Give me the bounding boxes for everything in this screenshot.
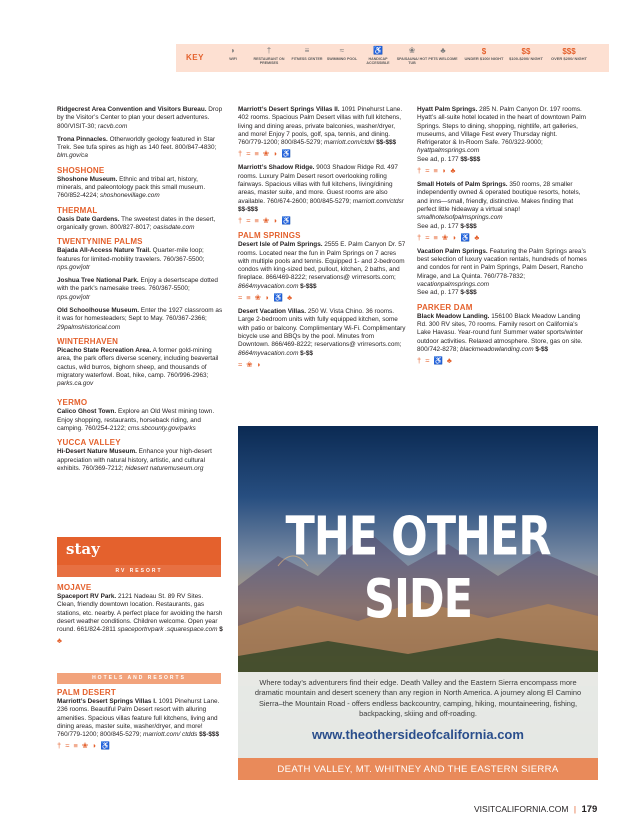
- fitness-icon: ≡: [304, 46, 310, 55]
- amenity-icons: † ≈ ≡ ❀ ◗ ♿: [57, 741, 112, 751]
- amenity-icons: ♣: [57, 636, 63, 646]
- key-item-pets: [425, 46, 461, 61]
- price-label: UNDER $100/ NIGHT: [464, 56, 504, 61]
- listing-ridgecrest: [57, 106, 223, 131]
- key-item-label: WIFI: [229, 57, 237, 61]
- price-symbol: $$$: [562, 47, 576, 56]
- listing-picacho: [57, 347, 223, 388]
- listing-text: 9003 Shadow Ridge Rd. 497 rooms. Luxury Palm Desert resort overlooking rolling fairways. Spacious villas with full kitchens, living/dining areas, master suite, and more. Guest rooms are also available. 760/674-2600; 800/845-5279;: [238, 164, 398, 205]
- hotels-resorts-label: HOTELS AND RESORTS: [92, 675, 186, 681]
- section-heading: MOJAVE: [57, 583, 92, 592]
- listing-hidesert: [57, 448, 223, 473]
- key-item-label: SPA/SAUNA/ HOT TUB: [396, 57, 428, 65]
- listing-text: 285 N. Palm Canyon Dr. 197 rooms. Hyatt’s all-suite hotel located in the heart of downtown Palm Springs. Steps to dining, shopping, nightlife, art galleries, museums, and Village Fest every Thursday night. Refrigerator & In-Room Safe. 760/322-9000;: [417, 106, 586, 147]
- listing-name: Hi-Desert Nature Museum.: [57, 448, 137, 456]
- listing-text: Otherworldly geology featured in Star Trek. See tufa spires as high as 140 feet. 800/847-4830;: [57, 135, 217, 152]
- listing-link[interactable]: smallhotelsofpalmsprings.com: [417, 214, 503, 222]
- stay-banner: [57, 537, 221, 565]
- column-3: [417, 106, 587, 371]
- listing-name: Trona Pinnacles.: [57, 135, 108, 143]
- listing-link[interactable]: vacationpalmsprings.com: [417, 281, 490, 289]
- amenity-icons: † ≈ ♿ ♣: [417, 356, 453, 366]
- price-symbol: $: [481, 47, 487, 56]
- key-item-label: HANDICAP ACCESSIBLE: [366, 57, 390, 65]
- price-tier-3: [549, 46, 589, 62]
- listing-link[interactable]: 8664myvacation.com: [238, 349, 299, 357]
- listing-shoshone: [57, 176, 223, 201]
- amenity-icons: ≈ ❀ ◗: [238, 359, 263, 369]
- listing-link[interactable]: hyattpalmsprings.com: [417, 147, 480, 155]
- column-1-hotels: [57, 688, 223, 756]
- listing-name: Marriott’s Desert Springs Villas I.: [57, 698, 157, 705]
- section-heading: PALM DESERT: [57, 688, 116, 697]
- listing-price: $$-$$$: [458, 155, 481, 163]
- listing-text: Quarter-mile loop; features for limited-mobility travelers. 760/367-5500;: [57, 247, 205, 263]
- listing-text: Enter the 1927 classroom as it was for homesteaders; Sept to May. 760/367-2366;: [57, 307, 223, 323]
- listing-name: Picacho State Recreation Area.: [57, 346, 152, 354]
- ad-url-link[interactable]: www.theothersideofcalifornia.com: [312, 727, 524, 742]
- listing-link[interactable]: 29palmshistorical.com: [57, 323, 121, 331]
- amenity-icons: † ≈ ≡ ❀ ◗ ♿: [238, 216, 293, 226]
- column-2: [238, 106, 406, 375]
- listing-text: 1091 Pinehurst Lane. 402 rooms. Spacious Palm Desert villas with full kitchens, living and dining areas, private balconies, washer/dryer, and more! Enjoy 7 pools, golf, spa, tennis, and dining. 760/779-1200; 800/845-5279;: [238, 106, 403, 147]
- key-item-accessible: [360, 46, 396, 65]
- listing-price: $-$$$: [298, 282, 317, 290]
- section-heading: PALM SPRINGS: [238, 231, 301, 241]
- listing-name: Joshua Tree National Park.: [57, 277, 139, 285]
- column-1: [57, 106, 223, 478]
- listing-link[interactable]: oasisdate.com: [153, 223, 195, 231]
- see-ad-text: See ad, p. 177: [417, 155, 459, 163]
- listing-joshua: [57, 277, 223, 302]
- price-label: $100-$200/ NIGHT: [509, 56, 543, 61]
- page-number: 179: [581, 804, 598, 815]
- listing-name: Ridgecrest Area Convention and Visitors Bureau.: [57, 106, 207, 113]
- rv-resort-label: RV RESORT: [115, 568, 163, 574]
- key-item-wifi: [215, 46, 251, 61]
- key-label: KEY: [186, 53, 204, 62]
- listing-text: Ethnic and tribal art, history, minerals, and paleontology pack this small museum. 760/852-4224;: [57, 175, 206, 200]
- listing-desert-isle: [238, 241, 406, 291]
- key-item-label: SWIMMING POOL: [326, 57, 358, 61]
- listing-text: Enjoy a desertscape dotted with the park’s namesake trees. 760/367-5500;: [57, 277, 218, 293]
- listing-text: 2555 E. Palm Canyon Dr. 57 rooms. Located near the fun in Palm Springs on 7 acres with multiple pools and tennis. Equipped 1- and 2-bedroom condos with king-sized bed, pullout, kitchen, 2 baths, and fireplace. 866/469-8222; reservations@ vrirresorts.com;: [238, 241, 406, 282]
- section-heading: WINTERHAVEN: [57, 336, 119, 346]
- listing-link[interactable]: cms.sbcounty.gov/parks: [127, 425, 196, 433]
- amenity-icons: ≈ ≡ ❀ ◗ ♿ ♣: [238, 293, 293, 303]
- listing-name: Desert Vacation Villas.: [238, 308, 307, 316]
- listing-text: 156100 Black Meadow Landing Rd. 300 RV sites, 70 rooms. Family resort on California’s Lake Havasu. Year-round fun! Summer water sports/winter outdoor activities. Relaxed atmosphere. Store, gas on site. 800/742-8278;: [417, 312, 583, 353]
- key-item-label: PETS WELCOME: [428, 57, 458, 61]
- key-item-label: FITNESS CENTER: [291, 57, 323, 61]
- listing-schoolhouse: [57, 307, 223, 332]
- key-bar: [176, 44, 609, 72]
- listing-text: A former gold-mining area, the park offers diverse scenery, including beavertail cactus, wild burros, bighorn sheep, and thousands of migratory waterfowl. Boat, hike, camp. 760/996-2963;: [57, 346, 219, 379]
- wifi-icon: ◗: [230, 46, 236, 55]
- listing-link[interactable]: blackmeadowlanding.com: [460, 345, 534, 353]
- listing-link[interactable]: nps.gov/jotr: [57, 263, 91, 271]
- listing-vacation-palm-springs: [417, 248, 587, 298]
- listing-text: Drop by the Visitor’s Center to plan your desert adventures. 800/VISIT-30;: [57, 106, 223, 130]
- listing-price: $$-$$$: [374, 139, 397, 147]
- listing-price: $-$$$: [458, 222, 477, 230]
- amenity-icons: † ≈ ≡ ❀ ◗ ♿: [238, 149, 293, 159]
- listing-shadow-ridge: [238, 164, 406, 214]
- ad-copy: Where today’s adventurers find their edge. Death Valley and the Eastern Sierra encompass more dramatic mountain and desert scenery than any region in North America. A journey along El Camino Sierra–the Mountain Road - offers endless backcountry, camping, hiking, mountaineering, fishing, backpacking, skiing and off-roading.: [254, 678, 582, 719]
- section-heading: THERMAL: [57, 205, 98, 215]
- listing-link[interactable]: racvb.com: [97, 122, 128, 130]
- listing-name: Calico Ghost Town.: [57, 408, 117, 416]
- listing-link[interactable]: marriott.com/ ctdds: [143, 731, 198, 739]
- amenity-icons: † ≈ ≡ ◗ ♣: [417, 166, 457, 176]
- listing-price: $-$$: [533, 345, 549, 353]
- amenity-icons: † ≈ ≡ ❀ ◗ ♿ ♣: [417, 232, 481, 242]
- listing-name: Oasis Date Gardens.: [57, 215, 120, 223]
- listing-link[interactable]: hidesert naturemuseum.org: [125, 464, 204, 472]
- ad-footer-text: DEATH VALLEY, MT. WHITNEY AND THE EASTERN SIERRA: [277, 764, 559, 775]
- listing-price: $$-$$$: [197, 731, 220, 739]
- listing-link[interactable]: nps.gov/jotr: [57, 293, 91, 301]
- listing-link[interactable]: marriott.com/ctdvi: [324, 139, 375, 147]
- listing-name: Shoshone Museum.: [57, 175, 118, 183]
- price-tier-1: [464, 46, 504, 62]
- listing-oasis: [57, 216, 223, 233]
- section-heading: PARKER DAM: [417, 302, 473, 312]
- section-heading: SHOSHONE: [57, 165, 105, 175]
- listing-price: $$-$$$: [238, 205, 258, 213]
- price-label: OVER $200/ NIGHT: [550, 56, 587, 61]
- listing-text: Explore an Old West mining town. Enjoy shopping, restaurants, horseback riding, and camping. 760/254-2122;: [57, 408, 215, 433]
- listing-link[interactable]: 8664myvacation.com: [238, 282, 299, 290]
- listing-name: Hyatt Palm Springs.: [417, 106, 478, 113]
- listing-name: Marriott’s Desert Springs Villas II.: [238, 106, 340, 113]
- listing-link[interactable]: spaceportrvpark .squarespace.com: [117, 626, 218, 634]
- spa-icon: ❀: [408, 46, 416, 55]
- listing-black-meadow: [417, 313, 587, 354]
- section-heading: YUCCA VALLEY: [57, 438, 121, 448]
- listing-price: $-$$$: [458, 289, 477, 297]
- pool-icon: ≈: [339, 46, 345, 55]
- listing-name: Old Schoolhouse Museum.: [57, 307, 140, 315]
- listing-small-hotels: [417, 181, 587, 231]
- stay-title: stay: [66, 540, 100, 558]
- listing-text: Featuring the Palm Springs area’s best selection of luxury vacation rentals, hundreds of homes and condos for rent in Palm Springs, Palm Desert, Rancho Mirage, and La Quinta. 760/778-7832;: [417, 247, 587, 280]
- key-item-label: RESTAURANT ON PREMISES: [253, 57, 285, 65]
- listing-name: Spaceport RV Park.: [57, 593, 117, 600]
- key-item-pool: [324, 46, 360, 61]
- listing-price: $: [217, 626, 223, 634]
- listing-text: Enhance your high-desert appreciation with natural history, artistic, and cultural exhibits. 760/369-7212;: [57, 448, 212, 472]
- see-ad-text: See ad, p. 177: [417, 222, 459, 230]
- advertisement[interactable]: [238, 426, 598, 780]
- listing-name: Bajada All-Access Nature Trail.: [57, 247, 151, 255]
- footer-separator: |: [573, 804, 577, 814]
- listing-link[interactable]: parks.ca.gov: [57, 380, 94, 388]
- listing-text: The sweetest dates in the desert, organically grown. 800/827-8017;: [57, 215, 216, 231]
- listing-text: 1091 Pinehurst Lane. 236 rooms. Beautiful Palm Desert resort with alluring amenities. Spacious villas feature full kitchens, living and dining areas, master suite, washer/dryer, and more! 760/779-1200; 800/845-5279;: [57, 698, 220, 739]
- section-heading: TWENTYNINE PALMS: [57, 237, 143, 247]
- listing-text: 250 W. Vista Chino. 36 rooms. Large 2-bedroom units with fully equipped kitchen, some with patio or balcony. Complimentary Wi-Fi. Complimentary bicycle use and BBQs by the pool. Minutes from Downtown. 866/469-8222; reservations@ vrirresorts.com;: [238, 308, 406, 349]
- listing-text: 350 rooms, 28 smaller independently owned & operated boutique resorts, hotels, and inns—small, friendly, distinctive. Makes finding that perfect little hideaway a virtual snap!: [417, 181, 581, 213]
- ad-title: THE OTHER SIDE: [285, 505, 551, 631]
- key-item-restaurant: [251, 46, 287, 65]
- restaurant-icon: †: [266, 46, 272, 55]
- listing-name: Black Meadow Landing.: [417, 312, 490, 320]
- listing-link[interactable]: marriott.com/ctdsr: [352, 197, 404, 205]
- price-symbol: $$: [521, 47, 531, 56]
- listing-name: Marriott’s Shadow Ridge.: [238, 164, 315, 172]
- listing-marriott-villas-1: [57, 698, 223, 739]
- section-heading: YERMO: [57, 398, 88, 408]
- listing-link[interactable]: blm.gov/ca: [57, 152, 88, 160]
- listing-desert-vacation-villas: [238, 308, 406, 358]
- listing-price: $-$$: [298, 349, 313, 357]
- footer-site[interactable]: VISITCALIFORNIA.COM: [474, 804, 569, 814]
- key-item-fitness: [289, 46, 325, 61]
- listing-name: Desert Isle of Palm Springs.: [238, 241, 323, 249]
- listing-marriott-villas-2: [238, 106, 406, 147]
- accessible-icon: ♿: [373, 46, 383, 55]
- listing-name: Small Hotels of Palm Springs.: [417, 181, 508, 189]
- column-1-stay: [57, 583, 223, 651]
- price-tier-2: [506, 46, 546, 62]
- listing-text: 2121 Nadeau St. 89 RV Sites. Clean, friendly downtown location. Restaurants, gas stations, etc. nearby. A perfect place for avoiding the harsh desert weather conditions. Children welcome. Open year round. 661/824-2811: [57, 593, 223, 634]
- listing-hyatt: [417, 106, 587, 164]
- see-ad-text: See ad, p. 177: [417, 289, 459, 297]
- listing-bajada: [57, 247, 223, 272]
- listing-name: Vacation Palm Springs.: [417, 247, 488, 255]
- pets-icon: ♣: [440, 46, 446, 55]
- listing-calico: [57, 408, 223, 433]
- listing-trona: [57, 136, 223, 161]
- page-footer: [474, 804, 597, 815]
- listing-spaceport: [57, 593, 223, 634]
- listing-link[interactable]: shoshonevillage.com: [100, 192, 160, 200]
